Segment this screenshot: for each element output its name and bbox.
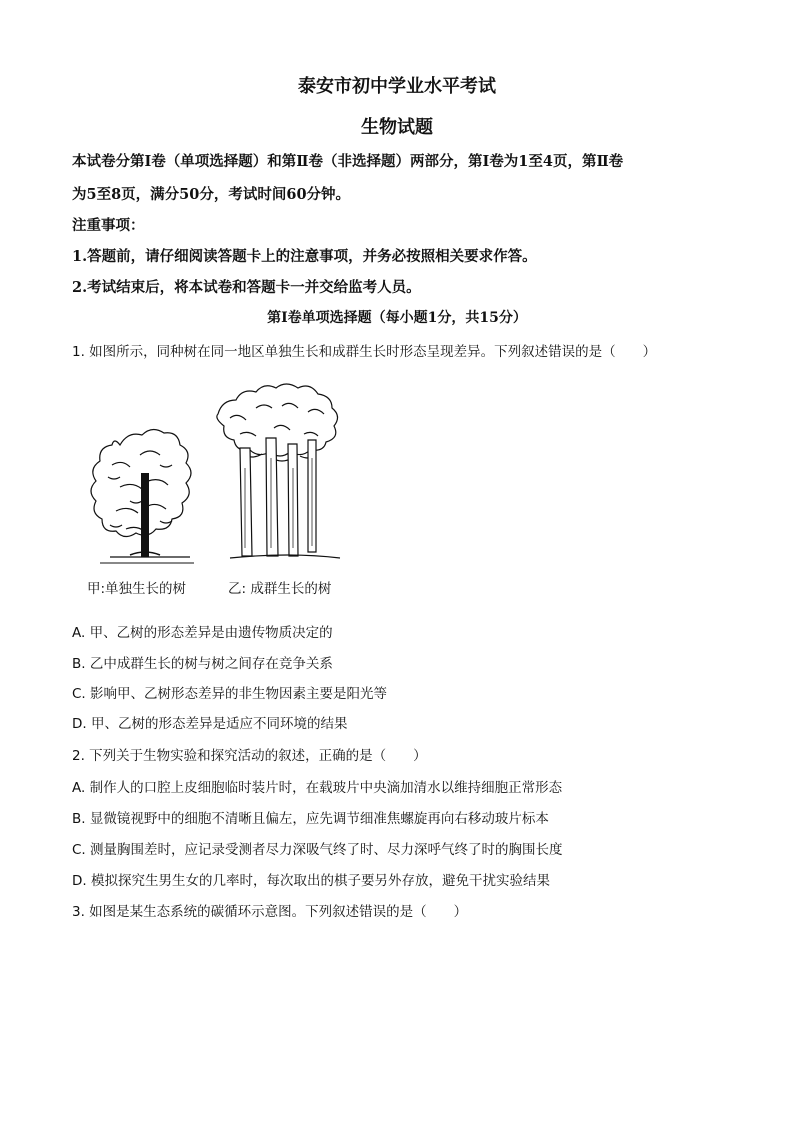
question-3-stem: 3. 如图是某生态系统的碳循环示意图。下列叙述错误的是（ ）: [72, 904, 468, 920]
question-1-option-d[interactable]: D. 甲、乙树的形态差异是适应不同环境的结果: [72, 716, 348, 732]
question-2-stem: 2. 下列关于生物实验和探究活动的叙述，正确的是（ ）: [72, 748, 427, 764]
question-2-option-c[interactable]: C. 测量胸围差时，应记录受测者尽力深吸气终了时、尽力深呼气终了时的胸围长度: [72, 842, 563, 858]
subject-title: 生物试题: [361, 117, 433, 138]
note-2: 2.考试结束后，将本试卷和答题卡一并交给监考人员。: [72, 279, 421, 296]
solitary-tree-illustration: [90, 425, 200, 575]
question-1-option-c[interactable]: C. 影响甲、乙树形态差异的非生物因素主要是阳光等: [72, 686, 388, 702]
section-title: 第Ⅰ卷单项选择题（每小题1分，共15分）: [267, 310, 527, 326]
instructions-line-1: 本试卷分第Ⅰ卷（单项选择题）和第Ⅱ卷（非选择题）两部分，第Ⅰ卷为1至4页，第Ⅱ卷: [72, 153, 624, 170]
question-1-option-a[interactable]: A. 甲、乙树的形态差异是由遗传物质决定的: [72, 625, 333, 641]
instructions-line-2: 为5至8页，满分50分，考试时间60分钟。: [72, 186, 351, 203]
question-2-option-d[interactable]: D. 模拟探究生男生女的几率时，每次取出的棋子要另外存放，避免干扰实验结果: [72, 873, 550, 889]
question-1-stem: 1. 如图所示，同种树在同一地区单独生长和成群生长时形态呈现差异。下列叙述错误的是（ ）: [72, 344, 657, 360]
grouped-trees-illustration: [212, 378, 347, 573]
caption-grouped-trees: 乙: 成群生长的树: [228, 581, 332, 597]
question-2-option-b[interactable]: B. 显微镜视野中的细胞不清晰且偏左，应先调节细准焦螺旋再向右移动玻片标本: [72, 811, 549, 827]
question-1-option-b[interactable]: B. 乙中成群生长的树与树之间存在竞争关系: [72, 656, 333, 672]
question-2-option-a[interactable]: A. 制作人的口腔上皮细胞临时装片时，在载玻片中央滴加清水以维持细胞正常形态: [72, 780, 563, 796]
exam-title: 泰安市初中学业水平考试: [298, 76, 496, 97]
notes-heading: 注重事项：: [72, 217, 145, 234]
note-1: 1.答题前，请仔细阅读答题卡上的注意事项，并务必按照相关要求作答。: [72, 248, 537, 265]
caption-solitary-tree: 甲:单独生长的树: [87, 581, 187, 597]
